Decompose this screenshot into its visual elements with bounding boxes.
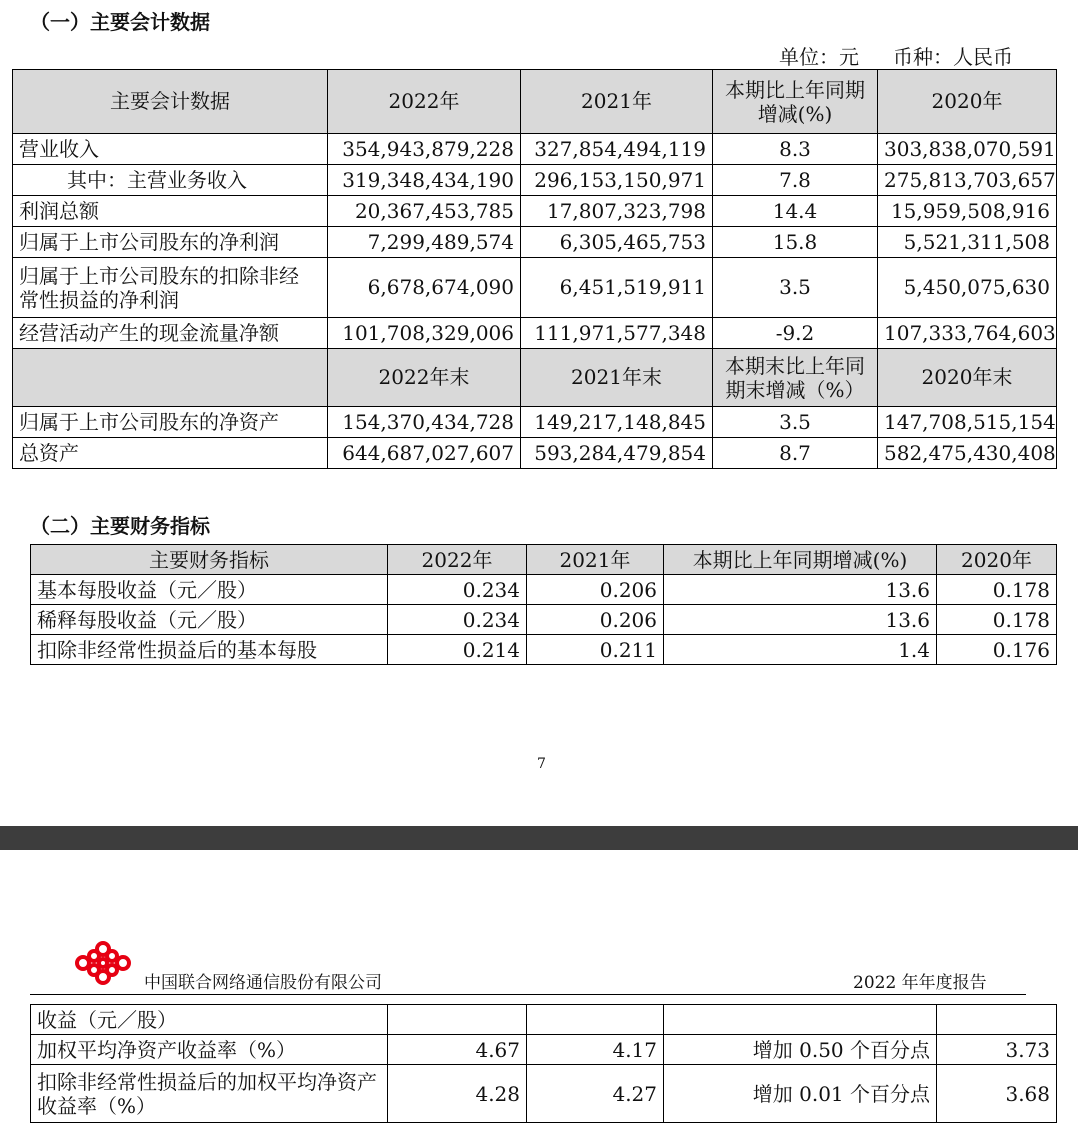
cell-2020: 3.73 — [937, 1035, 1057, 1065]
row-label: 加权平均净资产收益率（%） — [31, 1035, 388, 1065]
cell-2020: 0.178 — [937, 605, 1057, 635]
cell-change: 1.4 — [664, 635, 937, 665]
cell-2020: 5,521,311,508 — [878, 227, 1057, 258]
header-cell: 2022年 — [328, 70, 521, 134]
row-label: 稀释每股收益（元／股） — [31, 605, 388, 635]
cell-2022: 0.214 — [388, 635, 527, 665]
row-label: 收益（元／股） — [31, 1005, 388, 1035]
cell-2022 — [388, 1005, 527, 1035]
page-separator-band — [0, 826, 1078, 850]
row-label: 利润总额 — [13, 196, 328, 227]
table-row — [31, 1035, 1057, 1065]
table-row — [13, 134, 1057, 165]
header-cell: 2020年 — [937, 545, 1057, 575]
cell-2020: 0.176 — [937, 635, 1057, 665]
cell-2022: 354,943,879,228 — [328, 134, 521, 165]
cell-change: 7.8 — [713, 165, 878, 196]
header-cell — [13, 349, 328, 407]
cell-2021: 0.206 — [527, 575, 664, 605]
cell-2022: 154,370,434,728 — [328, 407, 521, 438]
header-cell: 本期比上年同期增减(%) — [713, 70, 878, 134]
page-number: 7 — [537, 756, 546, 772]
header-cell: 2020年 — [878, 70, 1057, 134]
row-label: 基本每股收益（元／股） — [31, 575, 388, 605]
cell-2021 — [527, 1005, 664, 1035]
cell-2020: 303,838,070,591 — [878, 134, 1057, 165]
header-cell: 本期比上年同期增减(%) — [664, 545, 937, 575]
cell-2021: 593,284,479,854 — [521, 438, 713, 469]
section2-title: （二）主要财务指标 — [30, 514, 210, 538]
cell-2022: 644,687,027,607 — [328, 438, 521, 469]
cell-change — [664, 1005, 937, 1035]
table-row — [13, 258, 1057, 318]
cell-2021: 4.27 — [527, 1065, 664, 1123]
cell-2021: 327,854,494,119 — [521, 134, 713, 165]
row-label: 营业收入 — [13, 134, 328, 165]
row-label: 扣除非经常性损益后的加权平均净资产收益率（%） — [31, 1065, 388, 1123]
cell-change: 3.5 — [713, 407, 878, 438]
company-name: 中国联合网络通信股份有限公司 — [144, 973, 382, 993]
header-cell: 2021年末 — [521, 349, 713, 407]
table-row — [13, 227, 1057, 258]
cell-2022: 0.234 — [388, 575, 527, 605]
row-label: 归属于上市公司股东的扣除非经常性损益的净利润 — [13, 258, 328, 318]
table-row — [31, 575, 1057, 605]
cell-change: 14.4 — [713, 196, 878, 227]
cell-2022: 7,299,489,574 — [328, 227, 521, 258]
cell-2021: 111,971,577,348 — [521, 318, 713, 349]
header-cell: 2020年末 — [878, 349, 1057, 407]
section1-title: （一）主要会计数据 — [30, 10, 210, 34]
header-cell: 2021年 — [521, 70, 713, 134]
cell-2020: 0.178 — [937, 575, 1057, 605]
table-row — [13, 196, 1057, 227]
cell-change: 3.5 — [713, 258, 878, 318]
cell-2022: 101,708,329,006 — [328, 318, 521, 349]
cell-2022: 319,348,434,190 — [328, 165, 521, 196]
cell-change: 增加 0.01 个百分点 — [664, 1065, 937, 1123]
cell-change: 15.8 — [713, 227, 878, 258]
cell-change: 增加 0.50 个百分点 — [664, 1035, 937, 1065]
table-row — [31, 1005, 1057, 1035]
header-cell: 本期末比上年同期末增减（%） — [713, 349, 878, 407]
cell-change: 13.6 — [664, 575, 937, 605]
cell-2021: 17,807,323,798 — [521, 196, 713, 227]
row-label: 经营活动产生的现金流量净额 — [13, 318, 328, 349]
cell-change: 13.6 — [664, 605, 937, 635]
row-label: 归属于上市公司股东的净利润 — [13, 227, 328, 258]
unit-label: 单位：元 — [779, 45, 859, 69]
table-row — [31, 1065, 1057, 1123]
cell-2021: 6,451,519,911 — [521, 258, 713, 318]
row-label: 其中：主营业务收入 — [13, 165, 328, 196]
cell-2020: 15,959,508,916 — [878, 196, 1057, 227]
cell-2022: 6,678,674,090 — [328, 258, 521, 318]
row-label: 归属于上市公司股东的净资产 — [13, 407, 328, 438]
accounting-data-table — [12, 69, 1057, 469]
table-row — [31, 605, 1057, 635]
cell-2022: 0.234 — [388, 605, 527, 635]
cell-2021: 149,217,148,845 — [521, 407, 713, 438]
cell-2020: 147,708,515,154 — [878, 407, 1057, 438]
cell-2020: 5,450,075,630 — [878, 258, 1057, 318]
cell-2021: 296,153,150,971 — [521, 165, 713, 196]
table-header-row — [31, 545, 1057, 575]
china-unicom-logo-icon — [74, 940, 132, 986]
cell-change: 8.7 — [713, 438, 878, 469]
continuation-table — [30, 1004, 1057, 1123]
currency-label: 币种：人民币 — [893, 45, 1013, 69]
cell-2022: 20,367,453,785 — [328, 196, 521, 227]
cell-2021: 6,305,465,753 — [521, 227, 713, 258]
header-rule — [30, 994, 1026, 995]
header-cell: 主要财务指标 — [31, 545, 388, 575]
header-cell: 2021年 — [527, 545, 664, 575]
cell-2021: 0.206 — [527, 605, 664, 635]
cell-change: 8.3 — [713, 134, 878, 165]
row-label: 扣除非经常性损益后的基本每股 — [31, 635, 388, 665]
cell-2020: 582,475,430,408 — [878, 438, 1057, 469]
header-cell: 2022年 — [388, 545, 527, 575]
table-row — [13, 438, 1057, 469]
cell-2021: 4.17 — [527, 1035, 664, 1065]
table-subheader-row — [13, 349, 1057, 407]
header-cell: 主要会计数据 — [13, 70, 328, 134]
cell-2022: 4.28 — [388, 1065, 527, 1123]
table-row — [31, 635, 1057, 665]
cell-2020 — [937, 1005, 1057, 1035]
table-header-row — [13, 70, 1057, 134]
cell-2022: 4.67 — [388, 1035, 527, 1065]
cell-2020: 275,813,703,657 — [878, 165, 1057, 196]
cell-2020: 107,333,764,603 — [878, 318, 1057, 349]
financial-indicators-table — [30, 544, 1057, 665]
row-label: 总资产 — [13, 438, 328, 469]
cell-change: -9.2 — [713, 318, 878, 349]
cell-2020: 3.68 — [937, 1065, 1057, 1123]
header-cell: 2022年末 — [328, 349, 521, 407]
report-title: 2022 年年度报告 — [853, 973, 987, 993]
cell-2021: 0.211 — [527, 635, 664, 665]
table-row — [13, 318, 1057, 349]
table-row — [13, 407, 1057, 438]
table-row — [13, 165, 1057, 196]
